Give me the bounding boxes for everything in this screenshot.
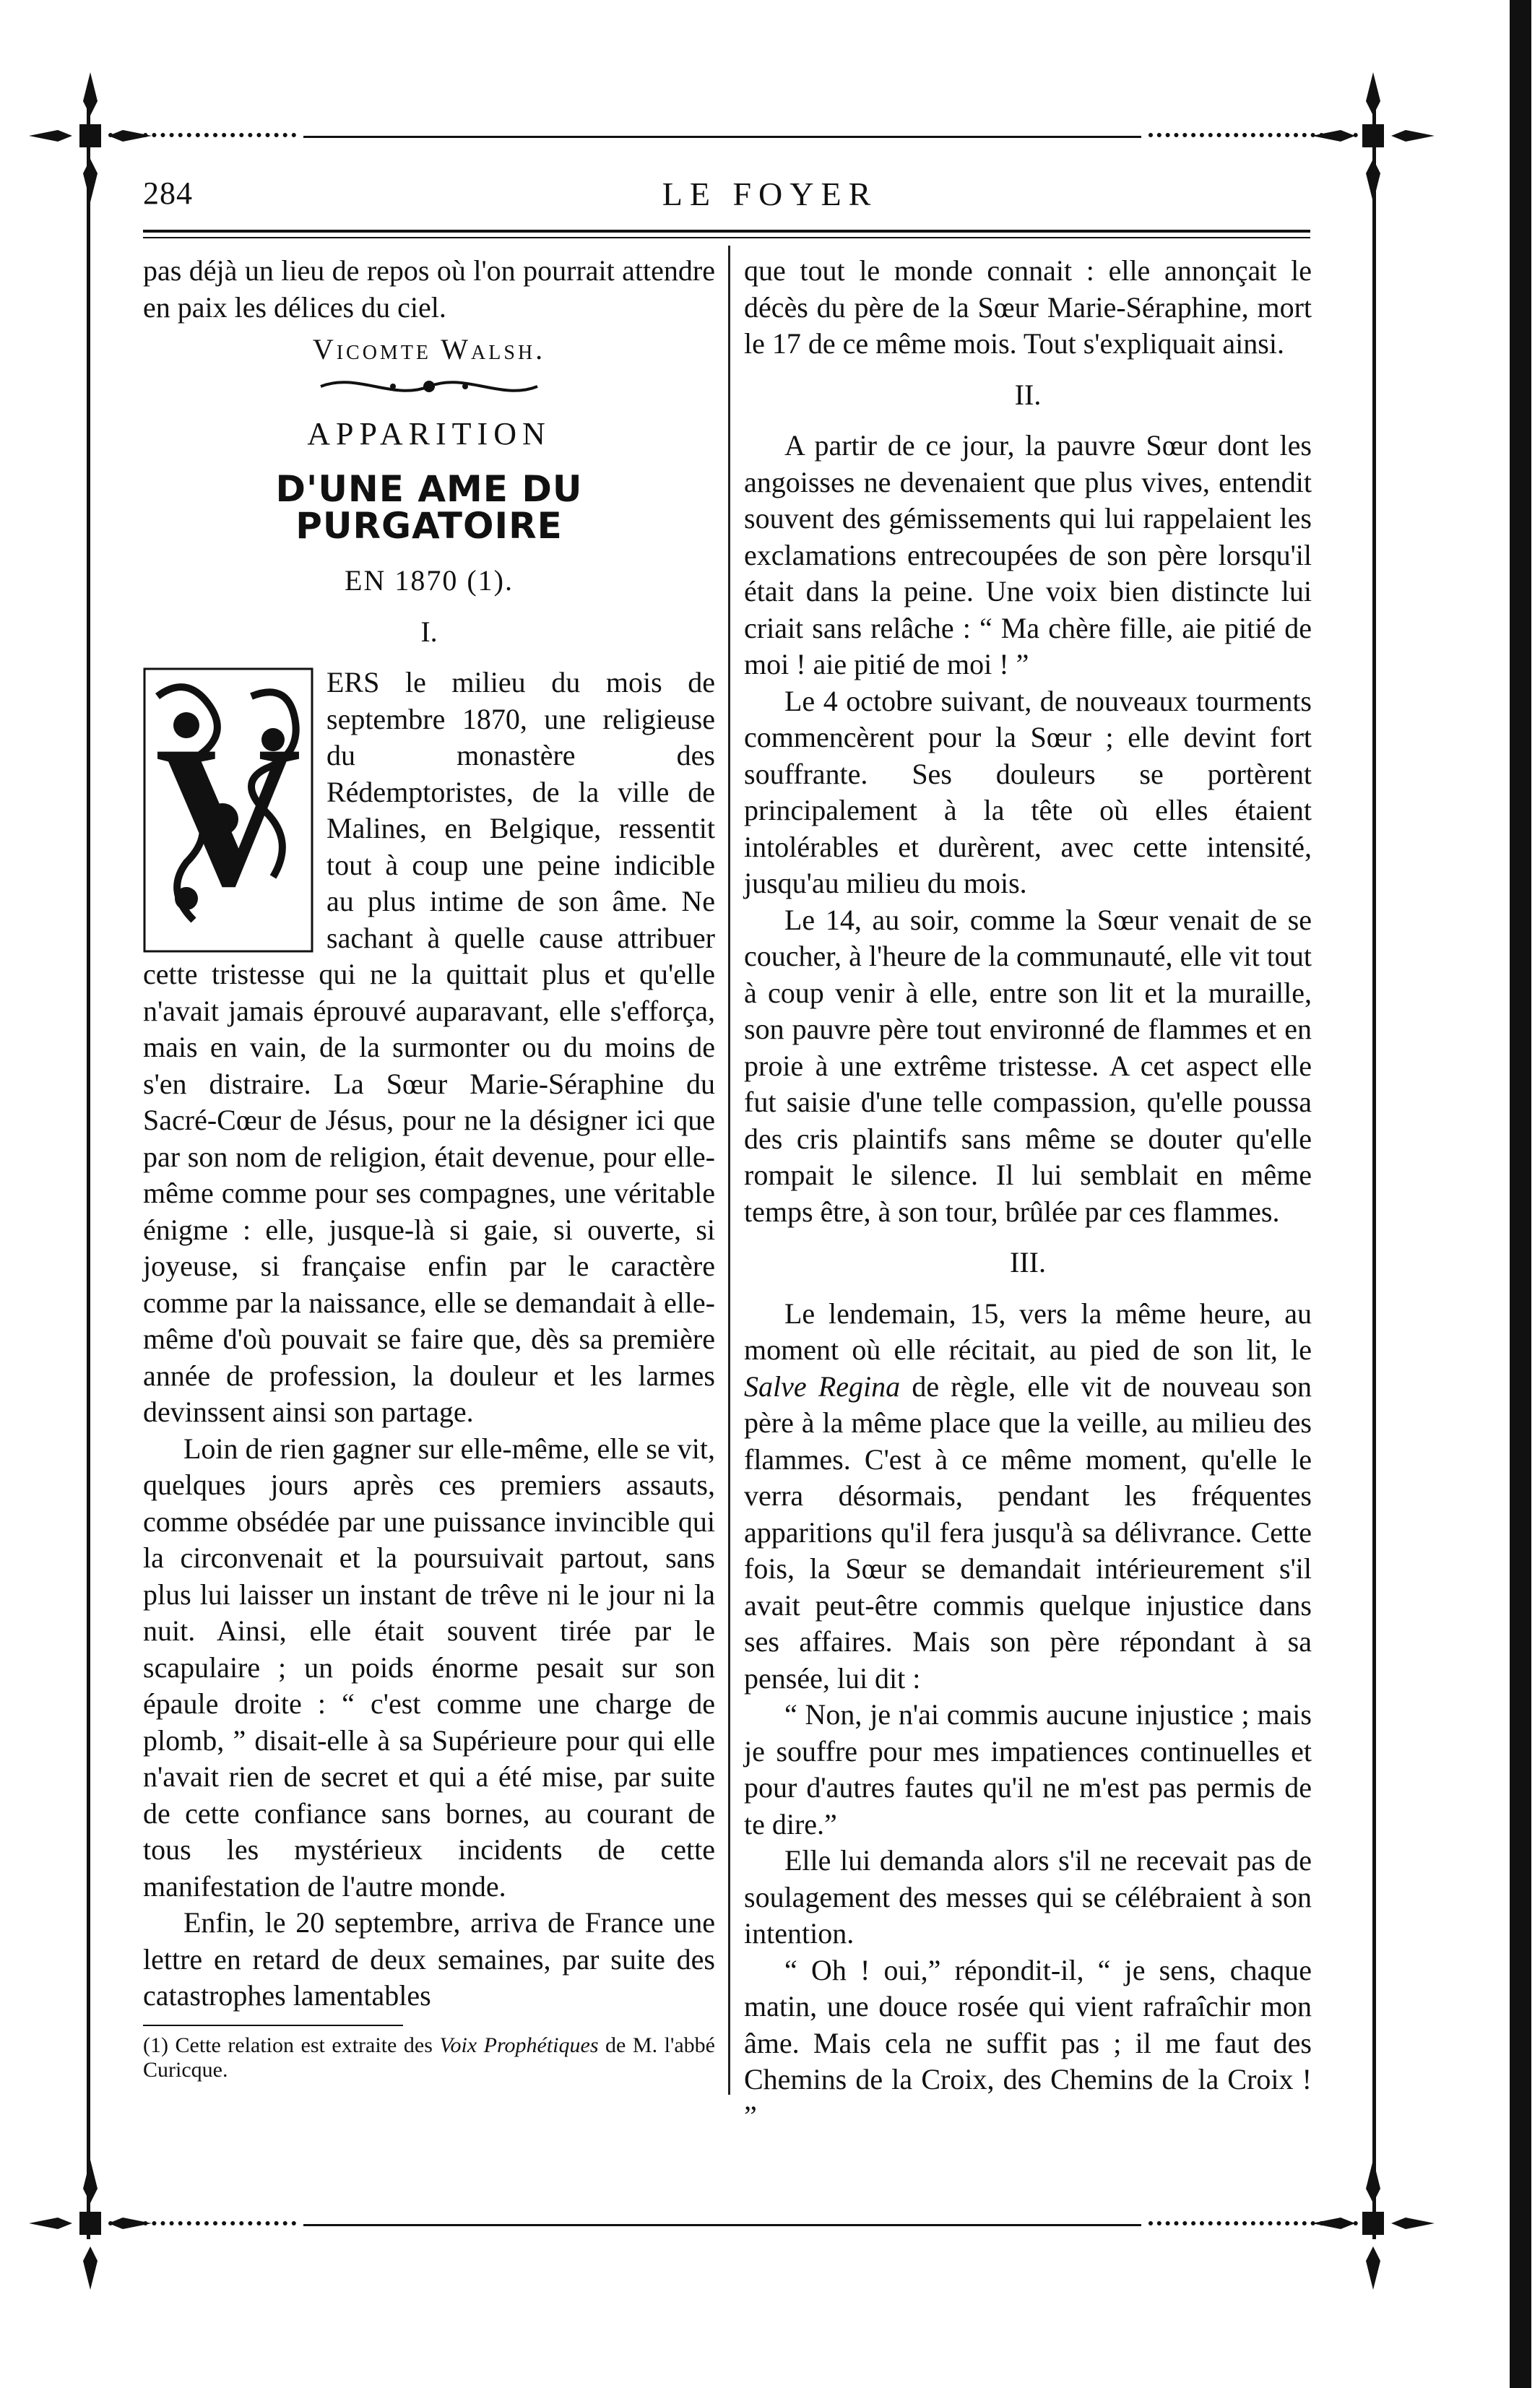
column-divider <box>728 246 730 2095</box>
page-number: 284 <box>143 176 193 211</box>
frame-left-line <box>87 108 90 2239</box>
bottom-border-rule <box>303 2224 1141 2226</box>
article-title-line-1: APPARITION <box>307 415 551 451</box>
paragraph: que tout le monde connait : elle annonçait le décès du père de la Sœur Marie-Séraphine, mort le 17 de ce même mois. Tout s'expliquait ainsi. <box>744 254 1312 360</box>
section-heading: II. <box>1014 378 1042 411</box>
footnote-source-title: Voix Prophétiques <box>439 2033 599 2057</box>
section-heading: I. <box>420 615 438 648</box>
paragraph: Loin de rien gagner sur elle-même, elle se vit, quelques jours après ces premiers assauts, comme obsédée par une puissance invincible qui la circonvenait et la poursuivait partout, sans plus lui laisser un instant de trêve ni le jour ni la nuit. Ainsi, elle était souvent tirée par le scapulaire ; un poids énorme pesait sur son épaule droite : “ c'est comme une charge de plomb, ” disait-elle à sa Supérieure pour qui elle n'avait rien de secret et qui a été mise, par suite de cette confiance sans bornes, au courant de tous les mystérieux incidents de cette manifestation de l'autre monde. <box>143 1432 715 1903</box>
header-rule <box>143 237 1310 238</box>
left-column <box>143 253 715 2082</box>
paragraph: A partir de ce jour, la pauvre Sœur dont les angoisses ne devenaient que plus vives, entendit souvent des gémissements qui lui rappelaient les exclamations entrecoupées de son père lorsqu'il était dans la peine. Une voix bien distincte lui criait sans relâche : “ Ma chère fille, aie pitié de moi ! aie pitié de moi ! ” <box>744 429 1312 680</box>
corner-ornament-icon <box>29 2160 152 2290</box>
header-rule <box>143 230 1310 233</box>
section-ornament <box>143 368 715 412</box>
paragraph: Le 14, au soir, comme la Sœur venait de se coucher, à l'heure de la communauté, elle vit tout à coup venir à elle, entre son lit et la muraille, son pauvre père tout environné de flammes et en proie à une extrême tristesse. A cet aspect elle fut saisie d'une telle compassion, qu'elle poussa des cris plaintifs sans même se douter qu'elle rompait le silence. Il lui semblait en même temps être, à son tour, brûlée par ces flammes. <box>744 903 1312 1228</box>
paragraph-text: Le lendemain, 15, vers la même heure, au moment où elle récitait, au pied de son lit, le <box>744 1297 1312 1366</box>
paragraph: ERS le milieu du mois de septembre 1870, une religieuse du monastère des Rédemptoristes, de la ville de Malines, en Belgique, ressentit tout à coup une peine indicible au plus intime de son âme. Ne sachant à quelle cause attribuer cette tristesse qui ne la quittait plus et qu'elle n'avait jamais éprouvé auparavant, elle s'efforça, mais en vain, de la surmonter ou du moins de s'en distraire. La Sœur Marie-Séraphine du Sacré-Cœur de Jésus, pour ne la désigner ici que par son nom de religion, était devenue, pour elle-même comme pour ses compagnes, une véritable énigme : elle, jusque-là si gaie, si ouverte, si joyeuse, si française enfin par le caractère comme par la naissance, elle se demandait à elle-même d'où pouvait se faire que, dès sa première année de profession, la douleur et les larmes devinssent ainsi son partage. <box>143 666 715 1428</box>
section-heading: III. <box>1010 1246 1046 1279</box>
frame-right-line <box>1372 108 1376 2239</box>
author-signature: Vicomte Walsh. <box>312 333 546 365</box>
ornamental-dropcap <box>143 667 313 953</box>
italic-title: Salve Regina <box>744 1370 901 1403</box>
paragraph-text: de règle, elle vit de nouveau son père à la même place que la veille, au milieu des flammes. C'est à ce même moment, qu'elle le verra désormais, pendant les fréquentes apparitions qu'il fera jusqu'à sa délivrance. Cette fois, la Sœur se demandait intérieurement s'il avait peut-être commis quelque injustice dans ses affaires. Mais son père répondant à sa pensée, lui dit : <box>744 1370 1312 1695</box>
flourish-ornament-icon <box>313 368 545 405</box>
article-title-line-2: D'UNE AME DU PURGATOIRE <box>275 468 583 547</box>
paragraph: Le 4 octobre suivant, de nouveaux tourments commencèrent pour la Sœur ; elle devint fort souffrante. Ses douleurs se portèrent principalement à la tête où elles étaient intolérables et durèrent, avec cette intensité, jusqu'au milieu du mois. <box>744 684 1312 899</box>
running-head: LE FOYER <box>662 176 878 212</box>
ornamental-v-initial-icon <box>143 667 313 953</box>
corner-ornament-icon <box>1312 2160 1435 2290</box>
footnote-rule <box>143 2025 403 2026</box>
paragraph: Enfin, le 20 septembre, arriva de France une lettre en retard de deux semaines, par suite des catastrophes lamentables <box>143 1906 715 2012</box>
footnote <box>143 2033 715 2082</box>
dropcap-letter: V <box>155 704 302 928</box>
article-title-line-3: EN 1870 (1). <box>345 564 514 597</box>
paragraph: “ Non, je n'ai commis aucune injustice ; mais je souffre pour mes impatiences continuelles et pour d'autres fautes qu'il ne m'est pas permis de te dire.” <box>744 1698 1312 1840</box>
paragraph: pas déjà un lieu de repos où l'on pourrait attendre en paix les délices du ciel. <box>143 254 715 324</box>
paragraph: “ Oh ! oui,” répondit-il, “ je sens, chaque matin, une douce rosée qui vient rafraîchir mon âme. Mais cela ne suffit pas ; il me faut des Chemins de la Croix, des Chemins de la Croix ! ” <box>744 1953 1312 2132</box>
paragraph: Elle lui demanda alors s'il ne recevait pas de soulagement des messes qui se célébraient à son intention. <box>744 1844 1312 1950</box>
top-border-rule <box>303 136 1141 138</box>
paragraph <box>744 1296 1312 1697</box>
footnote-text: de M. l'abbé Curicque. <box>143 2033 715 2082</box>
footnote-text: (1) Cette relation est extraite des <box>143 2033 433 2057</box>
right-edge-bar <box>1510 0 1531 2388</box>
right-column <box>744 253 1312 2134</box>
